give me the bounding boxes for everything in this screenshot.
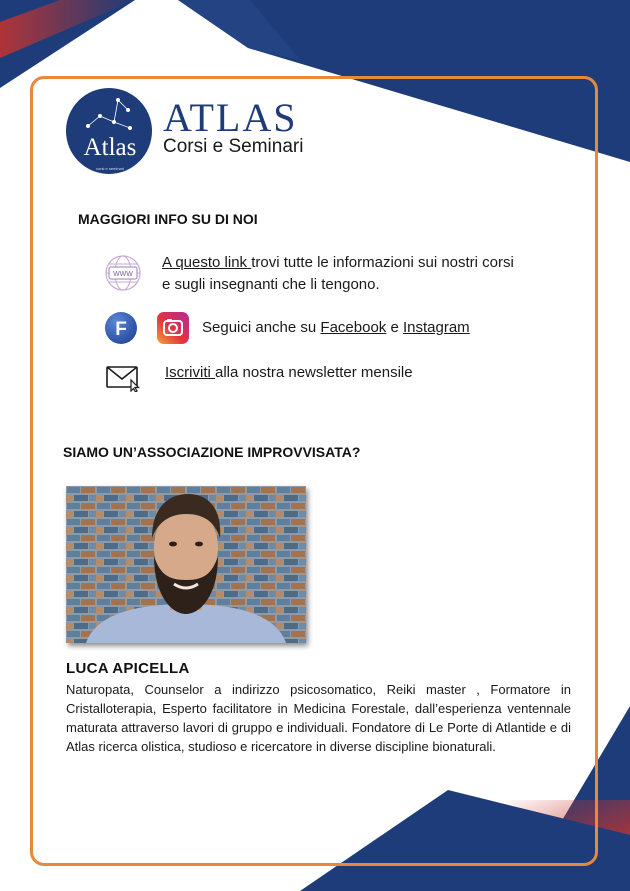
www-globe-icon[interactable] (104, 254, 142, 292)
social-info-text (202, 317, 470, 339)
envelope-icon[interactable] (105, 364, 143, 392)
instagram-icon[interactable] (156, 311, 190, 345)
brand-subtitle: Corsi e Seminari (163, 136, 304, 157)
person-photo (66, 486, 306, 643)
website-text-line2: e sugli insegnanti che li tengono. (162, 276, 380, 293)
facebook-link[interactable]: Facebook (320, 319, 387, 336)
about-heading: SIAMO UN’ASSOCIAZIONE IMPROVVISATA? (63, 444, 361, 460)
social-joiner: e (386, 319, 403, 336)
newsletter-info-text (165, 362, 413, 384)
info-heading: MAGGIORI INFO SU DI NOI (78, 211, 258, 227)
svg-text:F: F (115, 319, 127, 340)
svg-text:WWW: WWW (113, 271, 133, 278)
person-bio: Naturopata, Counselor a indirizzo psicosomatico, Reiki master , Formatore in Cristalloterapia, Esperto facilitatore in Medicina Forestale, dall’esperienza ventennale maturata attraverso lavori di gruppo e individuali. Fondatore di Le Porte di Atlantide e di Atlas ricerca olistica, studioso e ricercatore in diverse discipline bionaturali. (66, 682, 571, 754)
instagram-link[interactable]: Instagram (402, 319, 470, 336)
newsletter-link[interactable]: Iscriviti (165, 364, 215, 381)
logo-word: Atlas (83, 134, 137, 161)
website-link[interactable]: A questo link (162, 254, 252, 271)
logo-tagline: corsi e seminari (95, 166, 124, 171)
website-info-text (162, 252, 514, 296)
facebook-icon[interactable] (104, 311, 138, 345)
brand-title: ATLAS (163, 95, 298, 140)
newsletter-text: alla nostra newsletter mensile (215, 364, 413, 381)
person-name: LUCA APICELLA (66, 660, 190, 677)
social-prefix: Seguici anche su (202, 319, 321, 336)
atlas-logo (66, 88, 152, 174)
website-text-line1: trovi tutte le informazioni sui nostri corsi (251, 254, 514, 271)
